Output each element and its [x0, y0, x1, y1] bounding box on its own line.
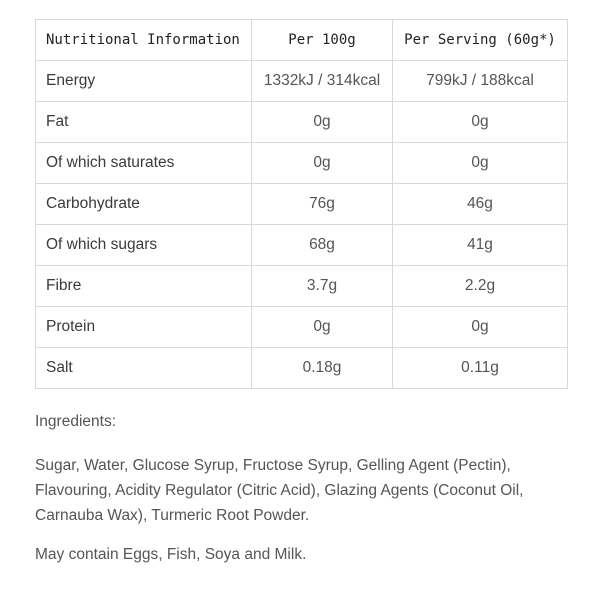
per-serving-value: 0g [393, 102, 568, 143]
nutrient-label: Fibre [36, 266, 252, 307]
per-100g-value: 1332kJ / 314kcal [252, 61, 393, 102]
table-row [36, 266, 568, 307]
nutrient-label: Carbohydrate [36, 184, 252, 225]
per-100g-value: 68g [252, 225, 393, 266]
per-100g-value: 3.7g [252, 266, 393, 307]
per-100g-value: 0.18g [252, 348, 393, 389]
table-row [36, 143, 568, 184]
table-header-row [36, 20, 568, 61]
per-serving-value: 41g [393, 225, 568, 266]
table-row [36, 225, 568, 266]
nutrient-label: Protein [36, 307, 252, 348]
header-per-100g: Per 100g [252, 20, 393, 61]
table-row [36, 184, 568, 225]
table-row [36, 307, 568, 348]
per-100g-value: 0g [252, 307, 393, 348]
header-nutritional-information: Nutritional Information [36, 20, 252, 61]
table-row [36, 348, 568, 389]
per-100g-value: 76g [252, 184, 393, 225]
per-serving-value: 2.2g [393, 266, 568, 307]
ingredients-text: Sugar, Water, Glucose Syrup, Fructose Syrup, Gelling Agent (Pectin), Flavouring, Acidity Regulator (Citric Acid), Glazing Agents (Coconut Oil, Carnauba Wax), Turmeric Root Powder. [35, 457, 524, 524]
per-serving-value: 799kJ / 188kcal [393, 61, 568, 102]
nutrition-page [35, 19, 567, 566]
per-100g-value: 0g [252, 143, 393, 184]
table-row [36, 61, 568, 102]
per-serving-value: 0g [393, 143, 568, 184]
ingredients-heading: Ingredients: [35, 413, 116, 430]
nutrient-label: Fat [36, 102, 252, 143]
nutrition-table [35, 19, 568, 389]
per-serving-value: 0g [393, 307, 568, 348]
nutrient-label: Of which sugars [36, 225, 252, 266]
table-row [36, 102, 568, 143]
allergen-statement: May contain Eggs, Fish, Soya and Milk. [35, 546, 307, 563]
nutrient-label: Energy [36, 61, 252, 102]
per-serving-value: 0.11g [393, 348, 568, 389]
nutrient-label: Of which saturates [36, 143, 252, 184]
per-serving-value: 46g [393, 184, 568, 225]
per-100g-value: 0g [252, 102, 393, 143]
header-per-serving: Per Serving (60g*) [393, 20, 568, 61]
nutrient-label: Salt [36, 348, 252, 389]
